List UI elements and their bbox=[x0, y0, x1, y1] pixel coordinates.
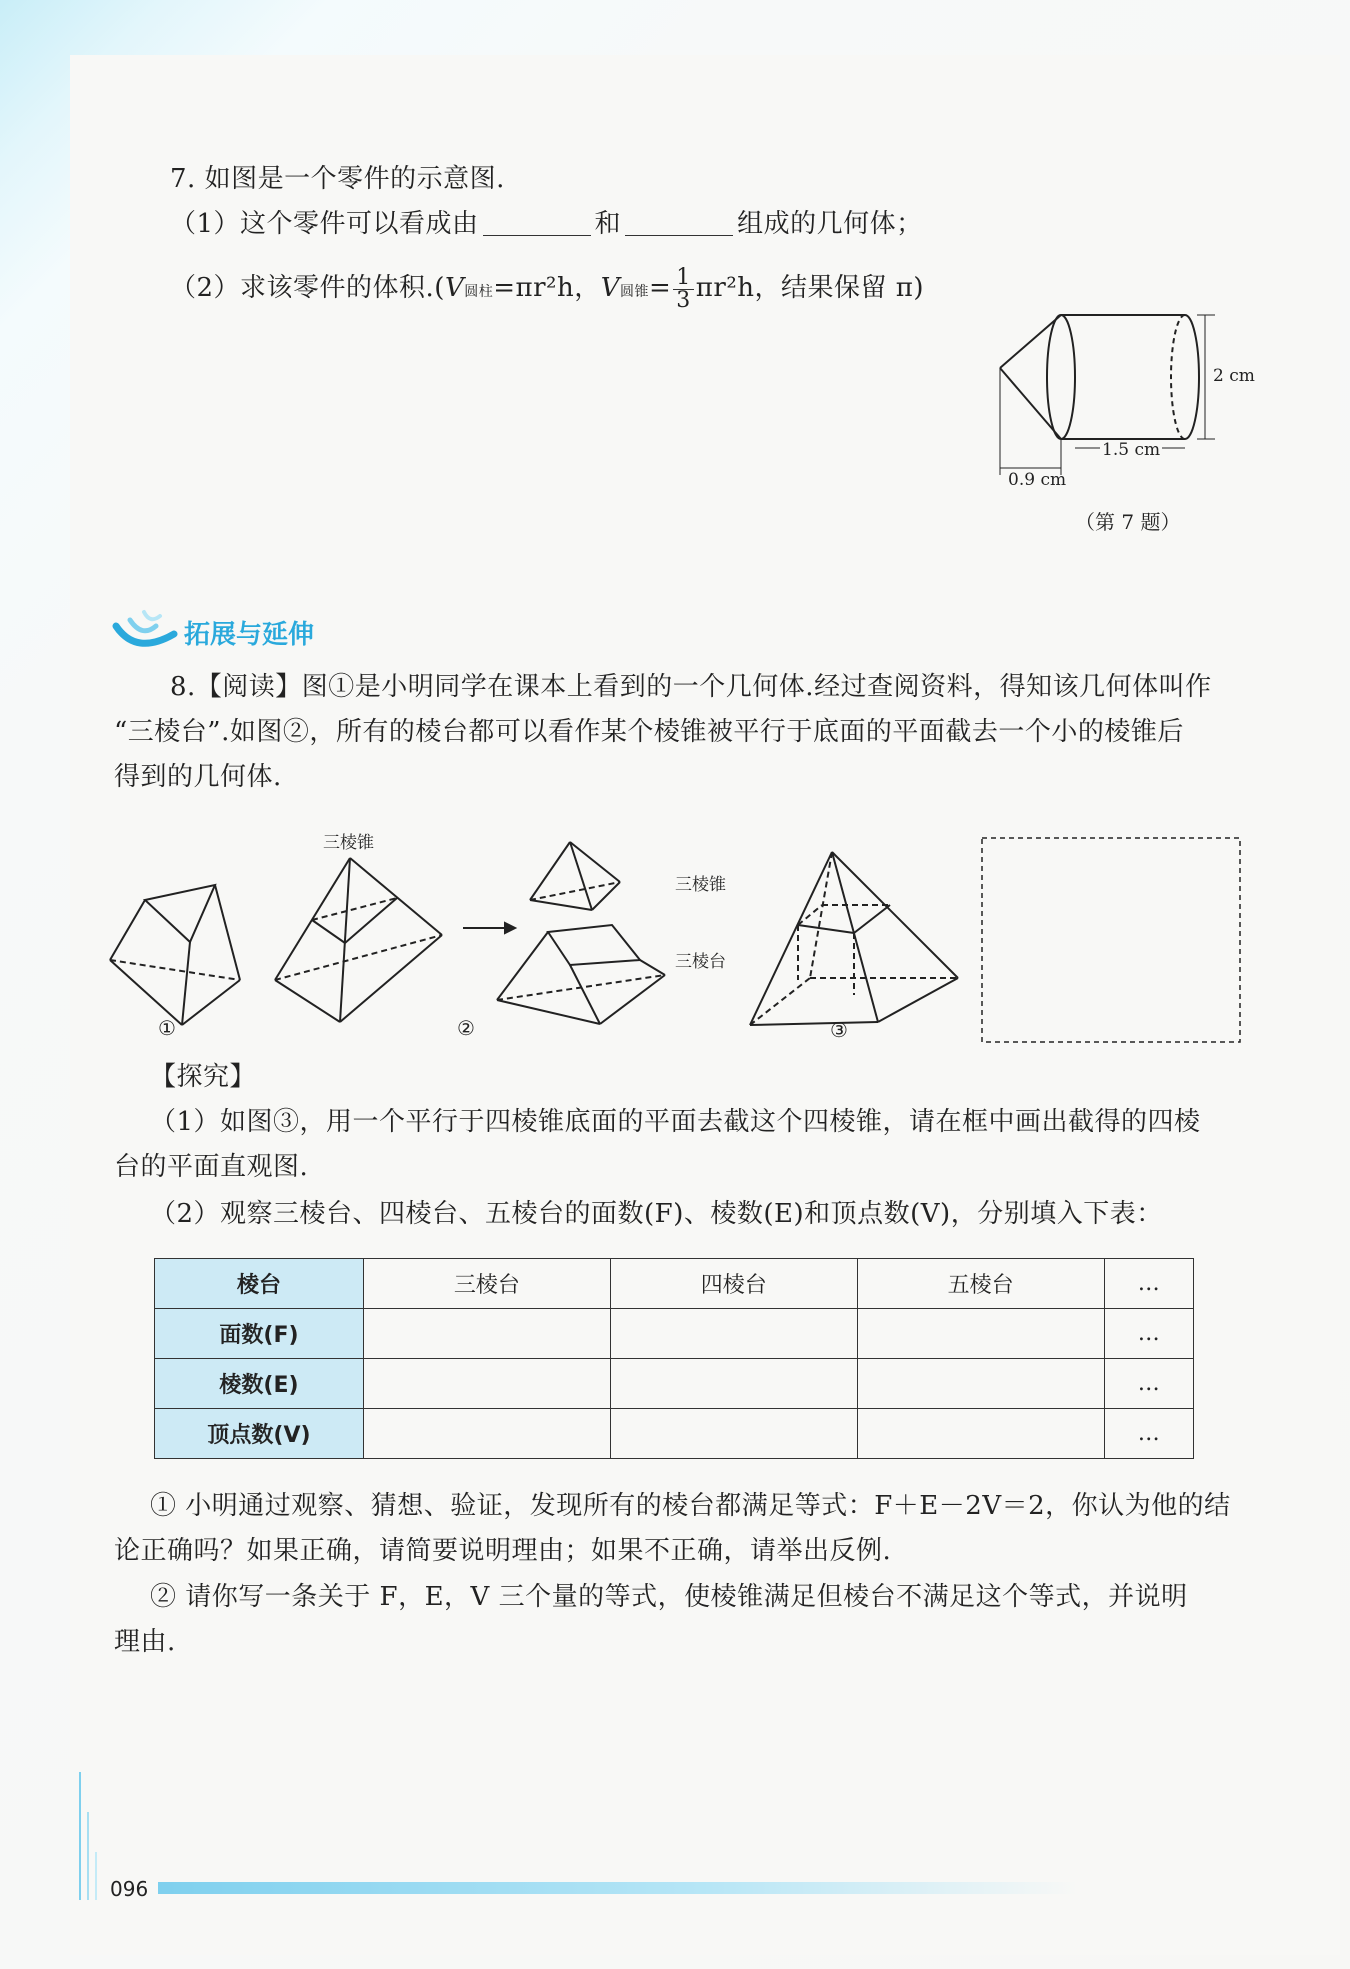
table-cell[interactable] bbox=[364, 1409, 611, 1459]
table-cell[interactable] bbox=[857, 1409, 1104, 1459]
label-frustum: 三棱台 bbox=[675, 952, 726, 972]
q7-part1-and: 和 bbox=[594, 209, 622, 239]
row-label-edges: 棱数(E) bbox=[155, 1359, 364, 1409]
drawing-box[interactable] bbox=[982, 838, 1240, 1042]
q7-figure-caption: （第 7 题） bbox=[1075, 510, 1181, 534]
section-swoosh-icon bbox=[112, 606, 182, 656]
row-label-vertices: 顶点数(V) bbox=[155, 1409, 364, 1459]
table-header-cell: 棱台 bbox=[155, 1259, 364, 1309]
frustum-table bbox=[154, 1258, 1194, 1459]
table-cell: … bbox=[1104, 1359, 1193, 1409]
q7-part1-suffix: 组成的几何体； bbox=[737, 209, 923, 239]
page-number: 096 bbox=[110, 1877, 149, 1901]
q7-part2-suffix: πr²h，结果保留 π) bbox=[695, 273, 924, 303]
figure-2-pyramid bbox=[275, 858, 442, 1022]
table-cell[interactable] bbox=[857, 1359, 1104, 1409]
table-cell[interactable] bbox=[610, 1359, 857, 1409]
row-label-faces: 面数(F) bbox=[155, 1309, 364, 1359]
table-header-cell: 三棱台 bbox=[364, 1259, 611, 1309]
table-cell: … bbox=[1104, 1409, 1193, 1459]
conclusion-1-line-1: ① 小明通过观察、猜想、验证，发现所有的棱台都满足等式：F＋E－2V＝2，你认为他的结 bbox=[150, 1491, 1231, 1521]
one-third-fraction bbox=[673, 264, 694, 313]
table-row bbox=[155, 1409, 1194, 1459]
table-header-cell: … bbox=[1104, 1259, 1193, 1309]
table-header-cell: 四棱台 bbox=[610, 1259, 857, 1309]
q8-line-3: 得到的几何体. bbox=[114, 762, 282, 792]
table-row bbox=[155, 1359, 1194, 1409]
figure-2-split bbox=[497, 842, 665, 1024]
q8-figures bbox=[100, 830, 1250, 1050]
table-cell[interactable] bbox=[857, 1309, 1104, 1359]
answer-blank-2[interactable] bbox=[625, 207, 733, 236]
figure-3-number: ③ bbox=[830, 1018, 848, 1042]
conclusion-2-line-2: 理由. bbox=[114, 1627, 176, 1657]
q7-part2 bbox=[170, 266, 924, 314]
footer-decor-lines bbox=[78, 1772, 108, 1902]
table-cell[interactable] bbox=[364, 1309, 611, 1359]
conclusion-2-line-1: ② 请你写一条关于 F，E，V 三个量的等式，使棱锥满足但棱台不满足这个等式，并说明 bbox=[150, 1582, 1188, 1612]
q7-part1 bbox=[170, 202, 923, 246]
label-pyramid-top: 三棱锥 bbox=[323, 833, 374, 853]
q8-part1-line-1: （1）如图③，用一个平行于四棱锥底面的平面去截这个四棱锥，请在框中画出截得的四棱 bbox=[150, 1107, 1201, 1137]
figure-3-square-pyramid bbox=[750, 852, 958, 1025]
footer-bar bbox=[158, 1882, 1078, 1894]
q8-line-1: 8.【阅读】图①是小明同学在课本上看到的一个几何体.经过查阅资料，得知该几何体叫作 bbox=[170, 672, 1212, 702]
dimension-length: 1.5 cm bbox=[1102, 440, 1161, 460]
fraction-denominator: 3 bbox=[676, 287, 691, 313]
dimension-height: 2 cm bbox=[1213, 366, 1255, 386]
table-cell[interactable] bbox=[610, 1309, 857, 1359]
cylinder-formula: =πr²h， bbox=[493, 273, 601, 303]
q8-part1-line-2: 台的平面直观图. bbox=[114, 1152, 309, 1182]
figure-1-frustum bbox=[110, 885, 240, 1025]
q8-line-2: “三棱台”.如图②，所有的棱台都可以看作某个棱锥被平行于底面的平面截去一个小的棱锥后 bbox=[114, 717, 1184, 747]
table-cell[interactable] bbox=[610, 1409, 857, 1459]
dimension-cone: 0.9 cm bbox=[1008, 470, 1067, 490]
q7-title: 7. 如图是一个零件的示意图. bbox=[170, 164, 505, 194]
subscript-cone: 圆锥 bbox=[620, 284, 649, 300]
figure-2-number: ② bbox=[457, 1016, 475, 1040]
q8-part2: （2）观察三棱台、四棱台、五棱台的面数(F)、棱数(E)和顶点数(V)，分别填入下表： bbox=[150, 1199, 1163, 1229]
volume-symbol: V bbox=[444, 273, 465, 303]
label-pyramid: 三棱锥 bbox=[675, 875, 726, 895]
volume-symbol-2: V bbox=[600, 273, 620, 303]
section-title: 拓展与延伸 bbox=[184, 620, 315, 650]
table-cell[interactable] bbox=[364, 1359, 611, 1409]
figure-1-number: ① bbox=[158, 1016, 176, 1040]
subscript-cylinder: 圆柱 bbox=[464, 284, 494, 300]
answer-blank-1[interactable] bbox=[483, 207, 591, 236]
section-header bbox=[112, 606, 315, 656]
q7-part-figure bbox=[985, 305, 1255, 495]
table-cell: … bbox=[1104, 1309, 1193, 1359]
table-header-row bbox=[155, 1259, 1194, 1309]
equals-sign: = bbox=[649, 273, 672, 303]
table-row bbox=[155, 1309, 1194, 1359]
conclusion-1-line-2: 论正确吗？如果正确，请简要说明理由；如果不正确，请举出反例. bbox=[114, 1536, 892, 1566]
q7-part2-prefix: （2）求该零件的体积.( bbox=[170, 273, 445, 303]
table-header-cell: 五棱台 bbox=[857, 1259, 1104, 1309]
fraction-numerator: 1 bbox=[673, 267, 694, 290]
q7-part1-prefix: （1）这个零件可以看成由 bbox=[170, 209, 479, 239]
explore-heading: 【探究】 bbox=[150, 1062, 257, 1092]
